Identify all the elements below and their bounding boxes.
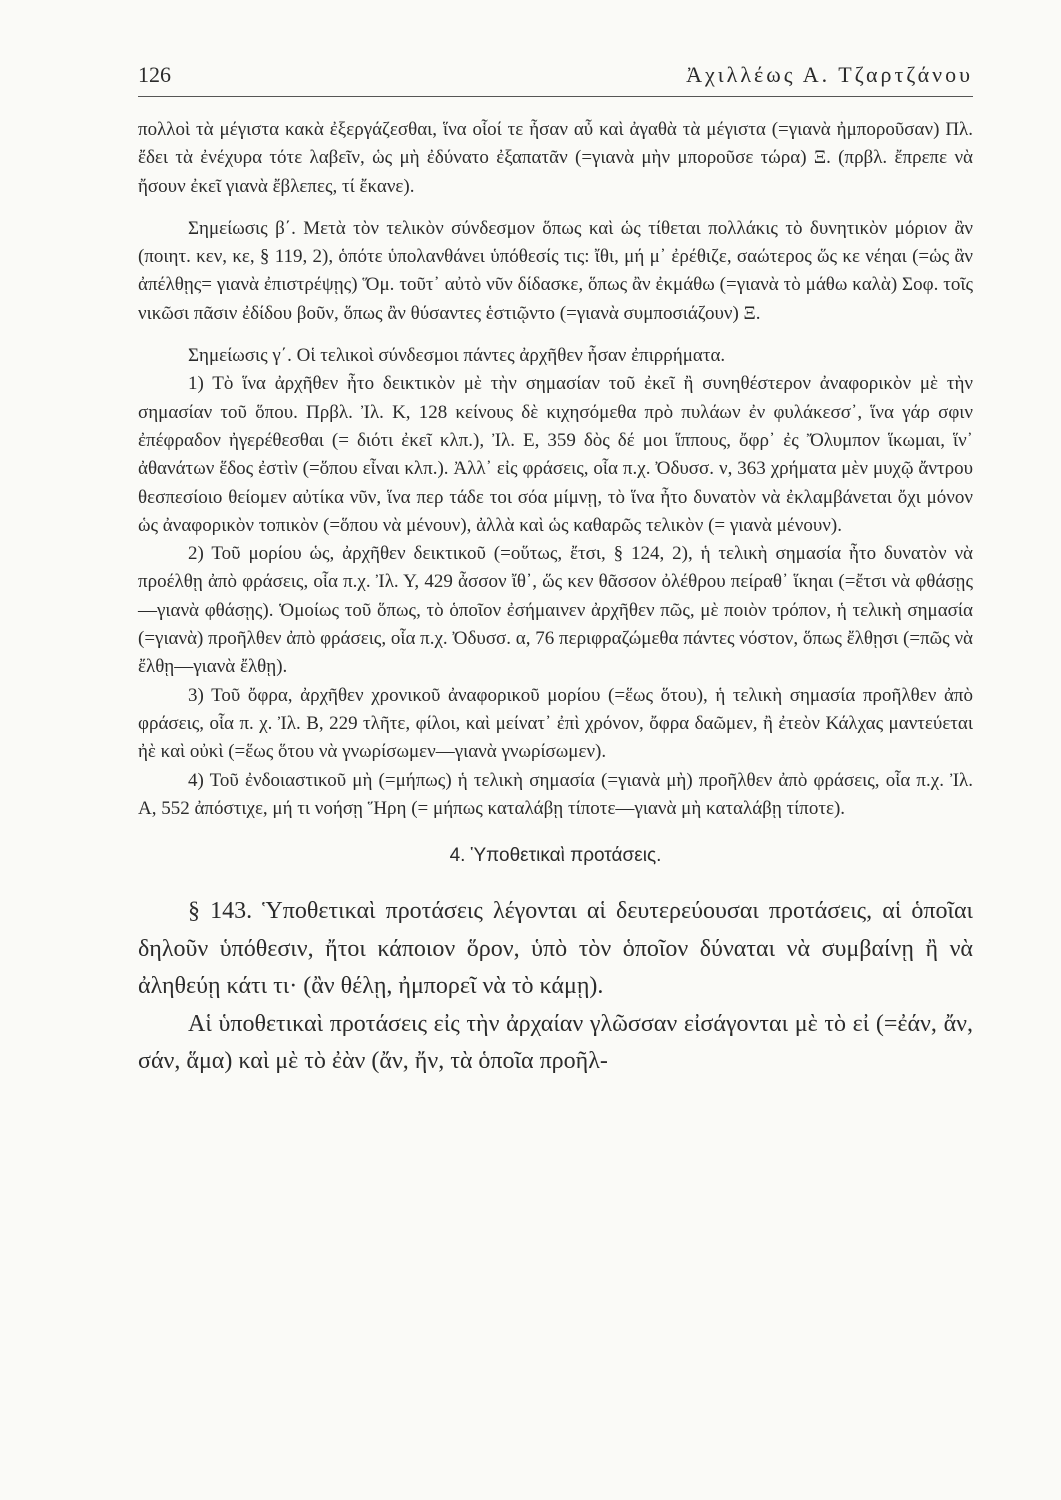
item-4-me: 4) Τοῦ ἐνδοιαστικοῦ μὴ (=μήπως) ἡ τελικὴ σημασία (=γιανὰ μὴ) προῆλθεν ἀπὸ φράσεις, οἷα π.χ. Ἰλ. Α, 552 ἀπόστιχε, μή τι νοήσῃ Ἥρη (= μήπως καταλάβῃ τίποτε—γιανὰ μὴ καταλάβῃ τίποτε). — [138, 769, 973, 819]
conditional-intro: Αἱ ὑποθετικαὶ προτάσεις εἰς τὴν ἀρχαίαν γλῶσσαν εἰσάγονται μὲ τὸ εἰ (=ἐάν, ἄν, σάν, ἅμα) καὶ μὲ τὸ ἐὰν (ἄν, ἤν, τὰ ὁποῖα προῆλ- — [138, 1010, 973, 1075]
item-1-hina: 1) Τὸ ἵνα ἀρχῆθεν ἦτο δεικτικὸν μὲ τὴν σημασίαν τοῦ ἐκεῖ ἢ συνηθέστερον ἀναφορικὸν μὲ τὴν σημασίαν τοῦ ὅπου. Πρβλ. Ἰλ. Κ, 128 κείνους δὲ κιχησόμεθα πρὸ πυλάων ἐν φυλάκεσσ᾽, ἵνα γάρ σφιν ἐπέφραδον ἠγερέθεσθαι (= διότι ἐκεῖ κλπ.), Ἰλ. Ε, 359 δὸς δέ μοι ἵππους, ὄφρ᾽ ἐς Ὄλυμπον ἵκωμαι, ἵν᾽ ἀθανάτων ἕδος ἐστὶν (=ὅπου εἶναι κλπ.). Ἀλλ᾽ εἰς φράσεις, οἷα π.χ. Ὀδυσσ. ν, 363 χρήματα μὲν μυχῷ ἄντρου θεσπεσίοιο θείομεν αὐτίκα νῦν, ἵνα περ τάδε τοι σόα μίμνῃ, τὸ ἵνα ἦτο δυνατὸν νὰ ἐκλαμβάνεται ὄχι μόνον ὡς ἀναφορικὸν τοπικὸν (=ὅπου νὰ μένουν), ἀλλὰ καὶ ὡς καθαρῶς τελικὸν (= γιανὰ μένουν). — [138, 373, 973, 536]
running-head: Ἀχιλλέως Α. Τζαρτζάνου — [686, 62, 973, 87]
page-number: 126 — [138, 62, 171, 87]
paragraph-continued: πολλοὶ τὰ μέγιστα κακὰ ἐξεργάζεσθαι, ἵνα οἷοί τε ἦσαν αὖ καὶ ἀγαθὰ τὰ μέγιστα (=γιανὰ ἠμποροῦσαν) Πλ. ἔδει τὰ ἐνέχυρα τότε λαβεῖν, ὡς μὴ ἐδύνατο ἐξαπατᾶν (=γιανὰ μὴν μποροῦσε τώρα) Ξ. (πρβλ. ἔπρεπε νὰ ἤσουν ἐκεῖ γιανὰ ἔβλεπες, τί ἔκανε). — [138, 119, 973, 197]
page-body — [138, 116, 973, 1081]
item-2-hos: 2) Τοῦ μορίου ὡς, ἀρχῆθεν δεικτικοῦ (=οὕτως, ἔτσι, § 124, 2), ἡ τελικὴ σημασία ἦτο δυνατὸν νὰ προέλθῃ ἀπὸ φράσεις, οἷα π.χ. Ἰλ. Υ, 429 ἆσσον ἴθ᾽, ὥς κεν θᾶσσον ὀλέθρου πείραθ᾽ ἵκηαι (=ἔτσι νὰ φθάσῃς—γιανὰ φθάσῃς). Ὁμοίως τοῦ ὅπως, τὸ ὁποῖον ἐσήμαινεν ἀρχῆθεν πῶς, μὲ ποιὸν τρόπον, ἡ τελικὴ σημασία (=γιανὰ) προῆλθεν ἀπὸ φράσεις, οἷα π.χ. Ὀδυσσ. α, 76 περιφραζώμεθα πάντες νόστον, ὅπως ἔλθῃσι (=πῶς νὰ ἔλθῃ—γιανὰ ἔλθῃ). — [138, 543, 973, 678]
section-heading: 4. Ὑποθετικαὶ προτάσεις. — [449, 845, 662, 867]
item-3-ophra: 3) Τοῦ ὄφρα, ἀρχῆθεν χρονικοῦ ἀναφορικοῦ μορίου (=ἕως ὅτου), ἡ τελικὴ σημασία προῆλθεν ἀπὸ φράσεις, οἷα π. χ. Ἰλ. Β, 229 τλῆτε, φίλοι, καὶ μείνατ᾽ ἐπὶ χρόνον, ὄφρα δαῶμεν, ἢ ἐτεὸν Κάλχας μαντεύεται ἠὲ καὶ οὐκὶ (=ἕως ὅτου νὰ γνωρίσωμεν—γιανὰ γνωρίσωμεν). — [138, 684, 973, 763]
section-143: § 143. Ὑποθετικαὶ προτάσεις λέγονται αἱ δευτερεύουσαι προτάσεις, αἱ ὁποῖαι δηλοῦν ὑπόθεσιν, ἤτοι κάποιον ὅρον, ὑπὸ τὸν ὁποῖον δύναται νὰ συμβαίνῃ ἢ νὰ ἀληθεύῃ κάτι τι· (ἂν θέλῃ, ἠμπορεῖ νὰ τὸ κάμῃ). — [138, 898, 973, 1000]
note-gamma: Σημείωσις γ΄. Οἱ τελικοὶ σύνδεσμοι πάντες ἀρχῆθεν ἦσαν ἐπιρρήματα. — [188, 345, 726, 367]
header-rule — [138, 96, 973, 97]
note-beta: Σημείωσις β΄. Μετὰ τὸν τελικὸν σύνδεσμον ὅπως καὶ ὡς τίθεται πολλάκις τὸ δυνητικὸν μόριον ἂν (ποιητ. κεν, κε, § 119, 2), ὁπότε ὑπολανθάνει ὑπόθεσίς τις: ἴθι, μή μ᾽ ἐρέθιζε, σαώτερος ὥς κε νέηαι (=ὡς ἂν ἀπέλθῃς= γιανὰ ἐπιστρέψῃς) Ὅμ. τοῦτ᾽ αὐτὸ νῦν δίδασκε, ὅπως ἂν ἐκμάθω (=γιανὰ τὸ μάθω καλὰ) Σοφ. τοῖς νικῶσι πᾶσιν ἐδίδου βοῦν, ὅπως ἂν θύσαντες ἑστιῷντο (=γιανὰ συμποσιάζουν) Ξ. — [138, 217, 973, 324]
